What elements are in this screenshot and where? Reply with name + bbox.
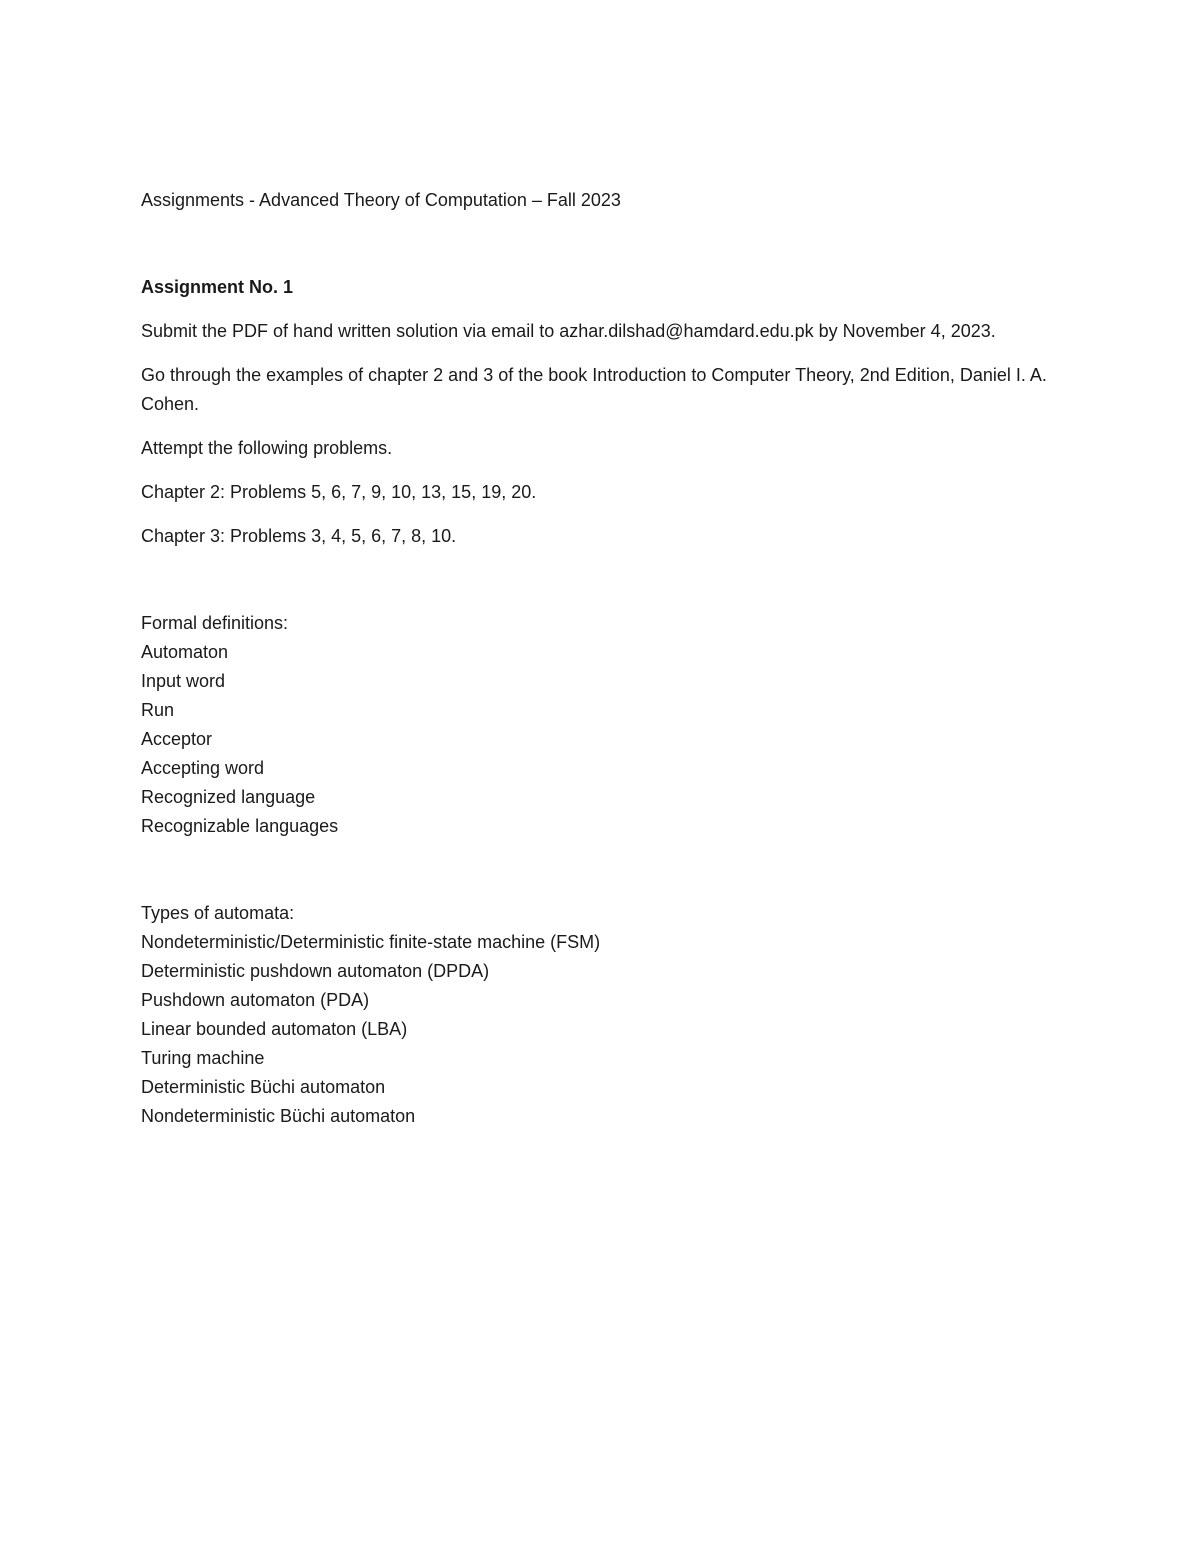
reading-instructions: Go through the examples of chapter 2 and 3 of the book Introduction to Computer Theory, 2nd Edition, Daniel I. A. Cohen. <box>141 365 1047 414</box>
list-item: Recognized language <box>141 787 316 807</box>
list-item: Recognizable languages <box>141 816 339 836</box>
chapter-2-problems: Chapter 2: Problems 5, 6, 7, 9, 10, 13, 15, 19, 20. <box>141 482 537 502</box>
list-item: Run <box>141 700 175 720</box>
types-of-automata-list <box>141 928 1061 1131</box>
document-body <box>141 186 1061 1131</box>
attempt-instructions: Attempt the following problems. <box>141 438 393 458</box>
formal-definitions-list <box>141 638 1061 841</box>
types-of-automata-heading: Types of automata: <box>141 903 295 923</box>
chapter-3-problems: Chapter 3: Problems 3, 4, 5, 6, 7, 8, 10. <box>141 526 457 546</box>
list-item: Pushdown automaton (PDA) <box>141 990 370 1010</box>
formal-definitions-heading: Formal definitions: <box>141 613 289 633</box>
list-item: Nondeterministic/Deterministic finite-state machine (FSM) <box>141 932 601 952</box>
list-item: Input word <box>141 671 226 691</box>
list-item: Turing machine <box>141 1048 265 1068</box>
list-item: Accepting word <box>141 758 265 778</box>
list-item: Deterministic Büchi automaton <box>141 1077 386 1097</box>
list-item: Automaton <box>141 642 229 662</box>
list-item: Acceptor <box>141 729 213 749</box>
list-item: Nondeterministic Büchi automaton <box>141 1106 416 1126</box>
assignment-heading: Assignment No. 1 <box>141 277 294 297</box>
list-item: Linear bounded automaton (LBA) <box>141 1019 408 1039</box>
document-title: Assignments - Advanced Theory of Computation – Fall 2023 <box>141 190 621 210</box>
submit-instructions: Submit the PDF of hand written solution via email to azhar.dilshad@hamdard.edu.pk by November 4, 2023. <box>141 321 996 341</box>
list-item: Deterministic pushdown automaton (DPDA) <box>141 961 490 981</box>
